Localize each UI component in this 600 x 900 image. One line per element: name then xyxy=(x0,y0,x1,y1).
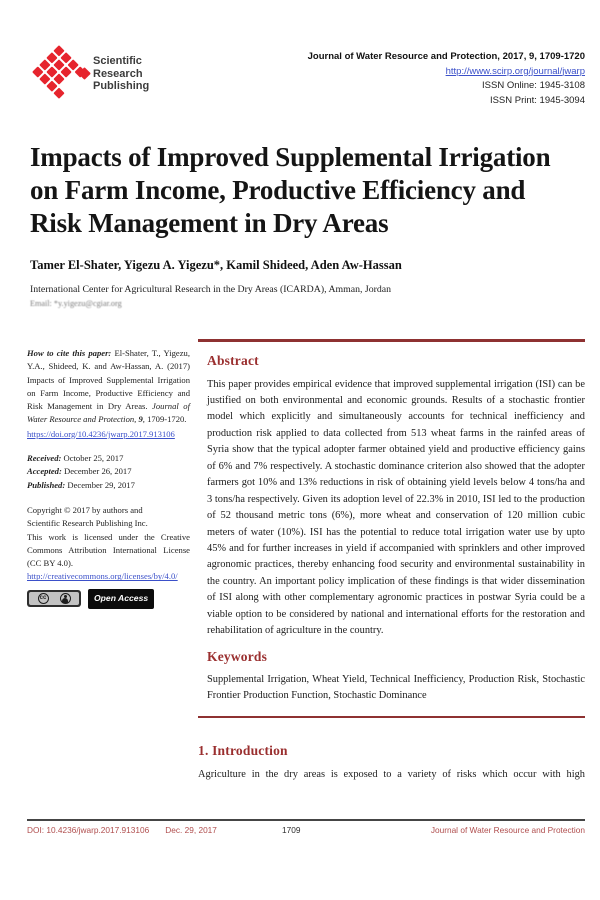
publisher-logo xyxy=(33,45,149,103)
authors-line: Tamer El-Shater, Yigezu A. Yigezu*, Kamil Shideed, Aden Aw-Hassan xyxy=(30,258,402,272)
accepted-label: Accepted: xyxy=(27,466,64,477)
published-label: Published: xyxy=(27,479,68,490)
keywords-text: Supplemental Irrigation, Wheat Yield, Technical Inefficiency, Production Risk, Stochastic Frontier Production Function, Stochastic Dominance xyxy=(207,673,585,702)
introduction-text: Agriculture in the dry areas is exposed to a variety of risks which occur with high xyxy=(198,769,585,781)
license-badges xyxy=(27,589,190,609)
cite-journal-name: Journal of Water Resource and Protection, xyxy=(27,401,190,425)
cite-text: El-Shater, T., Yigezu, Y.A., Shideed, K. and Aw-Hassan, A. (2017) Impacts of Improved Supplemental Irrigation on Farm Income, Productive Efficiency and Risk Management in Dry Areas. xyxy=(27,348,190,412)
cc-by-badge[interactable] xyxy=(27,590,81,607)
abstract-heading: Abstract xyxy=(207,352,259,368)
open-access-badge[interactable]: Open Access xyxy=(88,589,154,609)
copyright-line2: Scientific Research Publishing Inc. xyxy=(27,518,148,529)
copyright-block xyxy=(27,504,190,584)
srp-diamonds-icon xyxy=(33,45,89,103)
dates-block xyxy=(27,452,190,492)
received-date: October 25, 2017 xyxy=(63,453,124,464)
doi-link[interactable]: https://doi.org/10.4236/jwarp.2017.913106 xyxy=(27,428,175,439)
published-date: December 29, 2017 xyxy=(67,479,135,490)
footer-doi: DOI: 10.4236/jwarp.2017.913106 xyxy=(27,825,150,835)
paper-title: Impacts of Improved Supplemental Irrigation on Farm Income, Productive Efficiency and Risk Management in Dry Areas xyxy=(30,142,551,238)
journal-url-link[interactable]: http://www.scirp.org/journal/jwarp xyxy=(445,65,585,77)
footer-rule xyxy=(27,819,585,821)
copyright-line1: Copyright © 2017 by authors and xyxy=(27,504,143,515)
footer-date: Dec. 29, 2017 xyxy=(165,825,217,835)
cc-icon: cc xyxy=(38,593,49,604)
footer-journal-name: Journal of Water Resource and Protection xyxy=(430,825,585,835)
footer-page-number: 1709 xyxy=(282,825,301,835)
issn-print: ISSN Print: 1945-3094 xyxy=(489,94,585,106)
abstract-text: This paper provides empirical evidence that improved supplemental irrigation (ISI) can be justified on both environmental and economic grounds. Results of a stochastic frontier model which explicitly and simultaneously accounts for technical inefficiency and production risk applied to data collected from 513 wheat farms in the rainfed areas of Syria show that the typical adopter farmer obtained yield and productive efficiency gains of 6% and 7% respectively. A stochastic dominance criterion also showed that the adopter farmers got 10% and 13% reductions in risk of obtaining yield levels below 4 tons/ha and 3 tons/ha respectively. Given its adoption level of 22.3% in 2010, ISI led to the production of 52 thousand metric tons (6%), more wheat and conservation of 120 million cubic meters of water (10%). ISI has the potential to reduce total irrigation water use by upto 45% and for further increases in yield if accompanied with sprinklers and other improved agronomic practices, thereby enhancing food security and environmental sustainability in the country. An important policy implication of these findings is that wider dissemination of ISI along with other complementary agronomic practices in postwar Syria could be a viable option to be considered by national and international efforts for the restoration and rehabilitation of agriculture in the country. xyxy=(207,378,585,637)
abstract-top-rule xyxy=(198,339,585,342)
cite-volume: 9 xyxy=(138,414,143,425)
issn-online: ISSN Online: 1945-3108 xyxy=(482,80,585,91)
license-link[interactable]: http://creativecommons.org/licenses/by/4.0/ xyxy=(27,571,178,582)
cite-label: How to cite this paper: xyxy=(27,348,115,358)
introduction-heading: 1. Introduction xyxy=(198,743,288,759)
how-to-cite xyxy=(27,347,190,427)
attribution-person-icon xyxy=(60,593,71,604)
keywords-bottom-rule xyxy=(198,716,585,719)
sidebar xyxy=(27,347,190,609)
accepted-date: December 26, 2017 xyxy=(63,466,132,477)
email-line: Email: *y.yigezu@cgiar.org xyxy=(30,299,122,308)
affiliation-line: International Center for Agricultural Research in the Dry Areas (ICARDA), Amman, Jordan xyxy=(30,284,392,295)
journal-header-block xyxy=(308,50,585,108)
publisher-name: Scientific Research Publishing xyxy=(93,55,150,92)
keywords-heading: Keywords xyxy=(207,648,268,664)
license-text: This work is licensed under the Creative Commons Attribution International License (CC BY 4.0). xyxy=(27,531,190,569)
cite-pages: , 1709-1720. xyxy=(142,414,187,425)
journal-citation-line: Journal of Water Resource and Protection, 2017, 9, 1709-1720 xyxy=(307,51,585,62)
footer xyxy=(27,825,585,835)
received-label: Received: xyxy=(27,453,64,464)
main-column xyxy=(198,339,585,784)
